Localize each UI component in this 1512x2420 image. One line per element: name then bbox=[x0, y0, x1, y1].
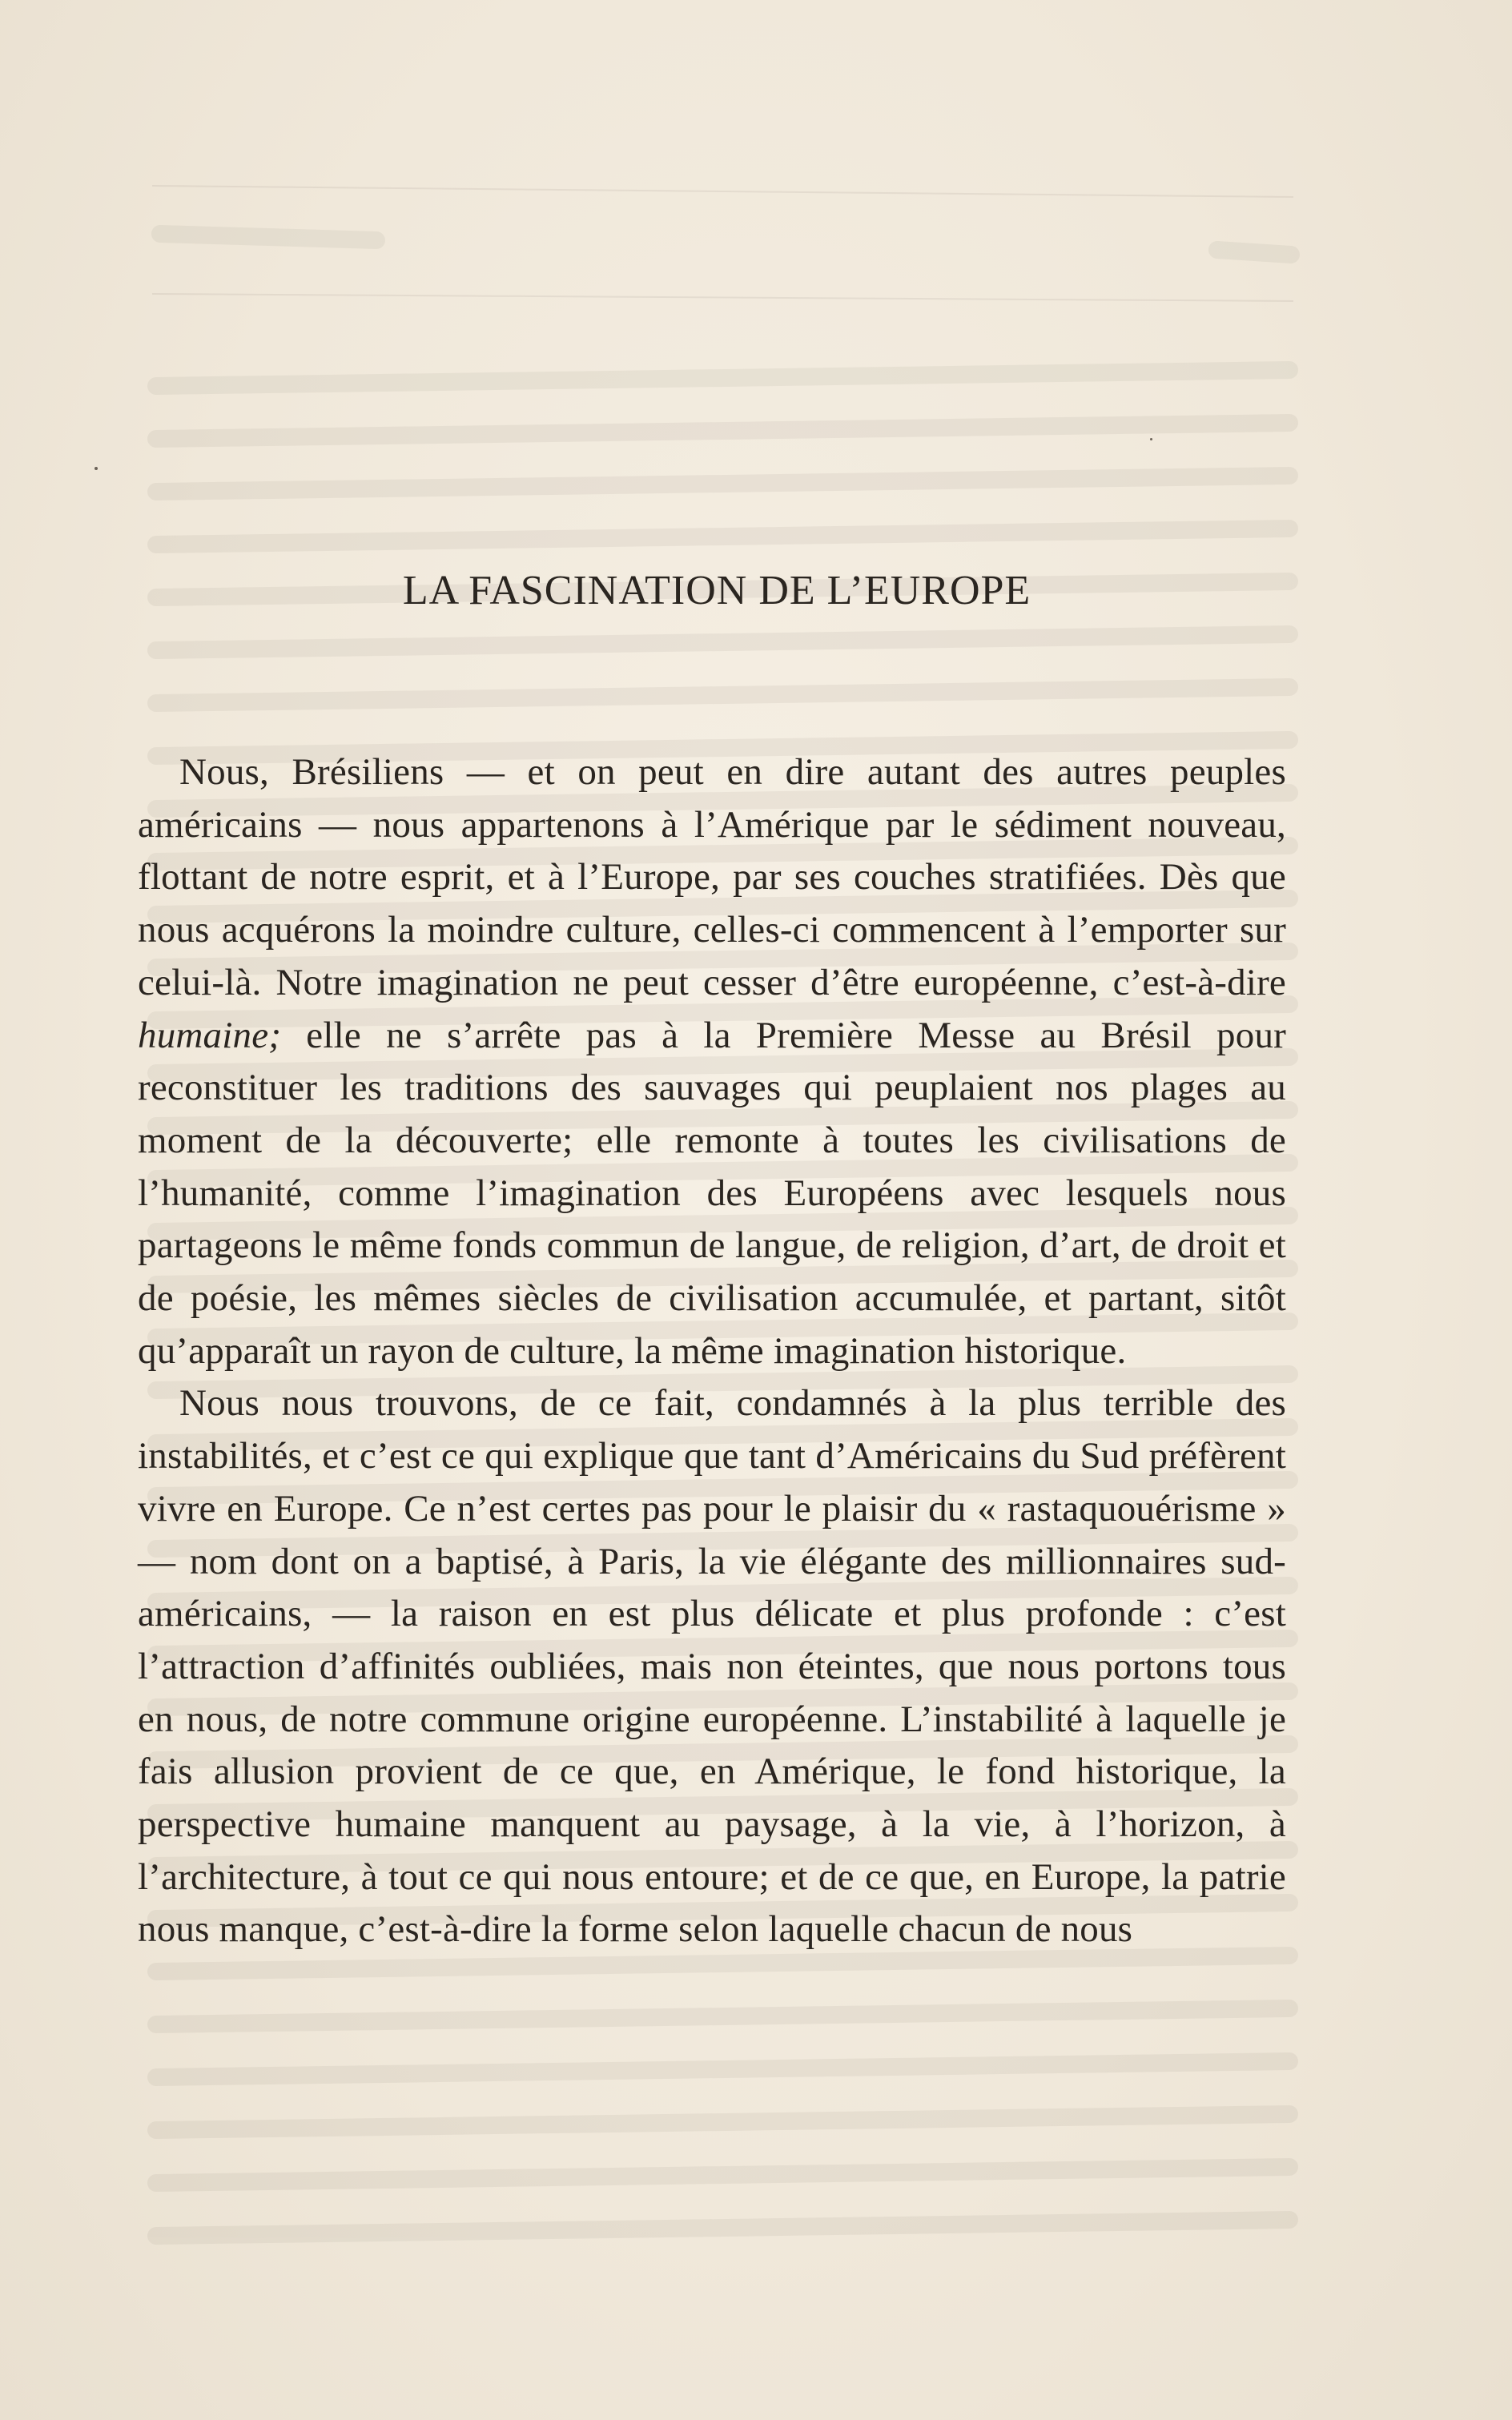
ink-speck bbox=[1150, 438, 1152, 440]
paragraph bbox=[138, 746, 1286, 1377]
ink-speck bbox=[94, 467, 98, 470]
body-text bbox=[138, 746, 1286, 1956]
paragraph: Nous nous trouvons, de ce fait, condamnés à la plus terrible des instabilités, et c’est ce qui explique que tant d’Américains du Sud préfèrent vivre en Europe. Ce n’est certes pas pour le plaisir du « rastaquouérisme » — nom dont on a baptisé, à Paris, la vie élégante des millionnaires sud-américains, — la raison en est plus délicate et plus profonde : c’est l’attraction d’affinités oubliées, mais non éteintes, que nous portons tous en nous, de notre commune origine européenne. L’instabilité à laquelle je fais allusion provient de ce que, en Amérique, le fond historique, la perspective humaine manquent au paysage, à la vie, à l’horizon, à l’architecture, à tout ce qui nous entoure; et de ce que, en Europe, la patrie nous manque, c’est-à-dire la forme selon laquelle chacun de nous bbox=[138, 1382, 1286, 1951]
chapter-title: LA FASCINATION DE L’EUROPE bbox=[402, 568, 1031, 613]
paragraph-text: Nous, Brésiliens — et on peut en dire autant des autres peuples américains — nous appartenons à l’Amérique par le sédiment nouveau, flottant de notre esprit, et à l’Europe, par ses couches stratifiées. Dès que nous acquérons la moindre culture, celles-ci commencent à l’emporter sur celui-là. Notre imagination ne peut cesser d’être européenne, c’est-à-dire bbox=[138, 751, 1286, 1003]
emphasized-word: humaine; bbox=[138, 1014, 282, 1056]
paragraph-text: elle ne s’arrête pas à la Première Messe au Brésil pour reconstituer les traditions des sauvages qui peuplaient nos plages au moment de la découverte; elle remonte à toutes les civilisations de l’humanité, comme l’imagination des Européens avec lesquels nous partageons le même fonds commun de langue, de religion, d’art, de droit et de poésie, les mêmes siècles de civilisation accumulée, et partant, sitôt qu’apparaît un rayon de culture, la même imagination historique. bbox=[138, 1014, 1286, 1372]
